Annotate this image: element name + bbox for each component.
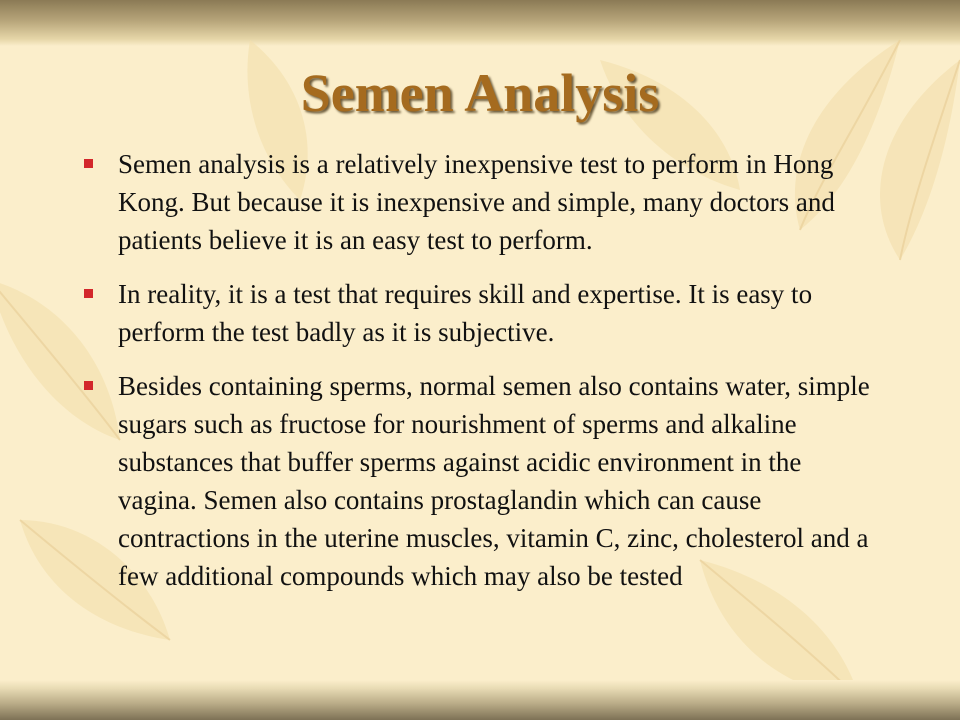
- bullet-text: In reality, it is a test that requires skill and expertise. It is easy to perform the test badly as it is subjective.: [118, 279, 813, 347]
- bullet-item: [84, 275, 874, 351]
- bullet-list: [84, 145, 874, 611]
- square-bullet-icon: [84, 381, 93, 390]
- bullet-text: Semen analysis is a relatively inexpensive test to perform in Hong Kong. But because it is inexpensive and simple, many doctors and patients believe it is an easy test to perform.: [118, 149, 835, 255]
- square-bullet-icon: [84, 159, 93, 168]
- square-bullet-icon: [84, 289, 93, 298]
- bullet-item: [84, 367, 874, 595]
- bottom-band: [0, 680, 960, 720]
- slide-title: Semen Analysis: [300, 63, 660, 123]
- bullet-item: [84, 145, 874, 259]
- bullet-text: Besides containing sperms, normal semen also contains water, simple sugars such as fructose for nourishment of sperms and alkaline substances that buffer sperms against acidic environment in the vagina. Semen also contains prostaglandin which can cause contractions in the uterine muscles, vitamin C, zinc, cholesterol and a few additional compounds which may also be tested: [118, 371, 870, 591]
